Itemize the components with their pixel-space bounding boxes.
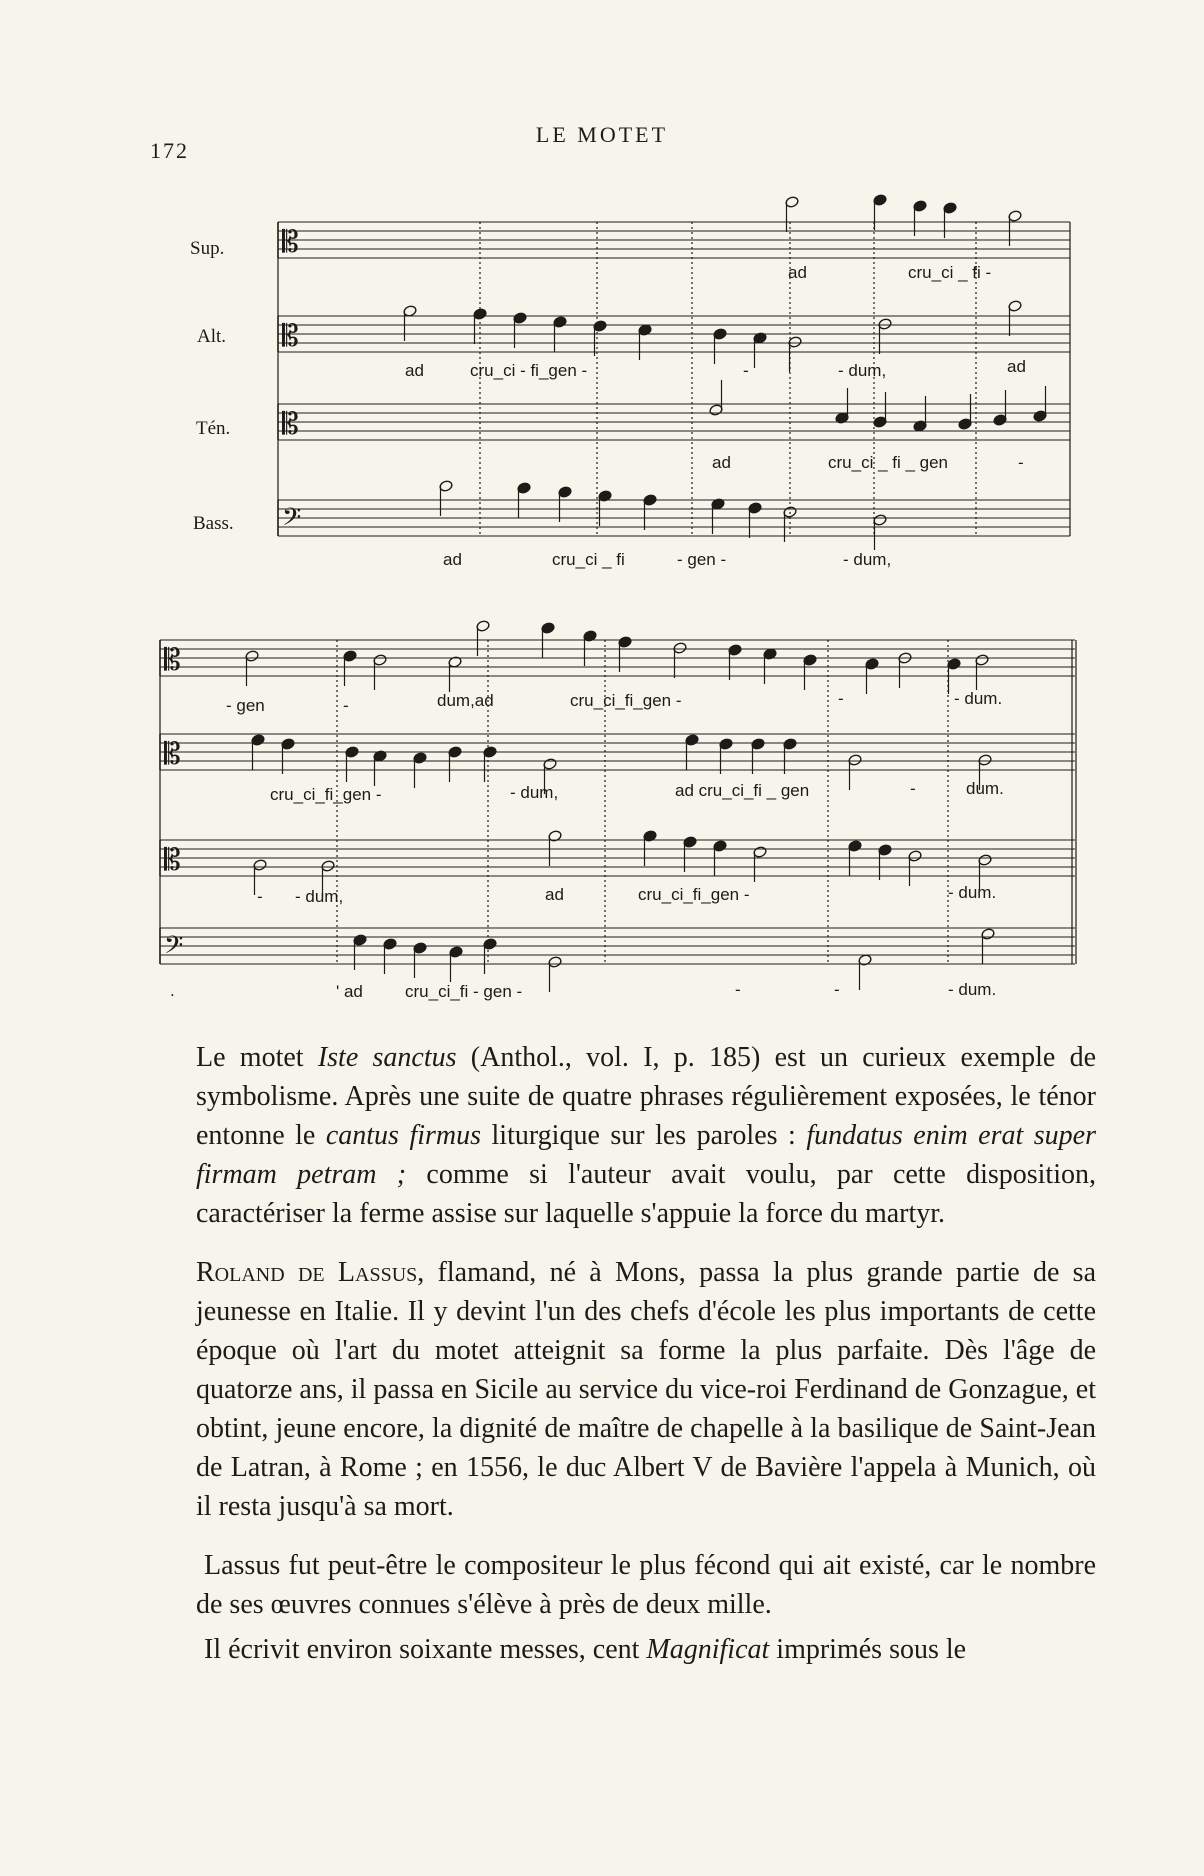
lyric: cru_ci_fi_gen - [638, 885, 750, 904]
lyric: - dum, [843, 550, 892, 569]
lyric: cru_ci_fi_gen - [270, 785, 382, 804]
lyric: - gen [226, 696, 265, 715]
voice-label-bass: Bass. [193, 513, 234, 534]
lyric: ad cru_ci_fi _ gen [675, 781, 810, 800]
lyric: - [838, 689, 844, 708]
lyric: cru_ci _ fi - [908, 263, 992, 282]
paragraph-4: Il écrivit environ soixante messes, cent Magnificat imprimés sous le [204, 1634, 967, 1665]
clef-icon: 𝄢 [282, 503, 302, 538]
lyric: - [834, 980, 840, 999]
lyric: . [170, 981, 175, 1000]
lyric: cru_ci - fi_gen - [470, 361, 588, 380]
clef-icon: 𝄡 [164, 843, 181, 878]
paragraph-2: Roland de Lassus, flamand, né à Mons, passa la plus grande partie de sa jeunesse en Italie. Il y devint l'un des chefs d'école les plus importants de cette époque où l'art du motet atteignit sa forme la plus parfaite. Dès l'âge de quatorze ans, il passa en Sicile au service du vice-roi Ferdinand de Gonzague, et obtint, jeune encore, la dignité de maître de chapelle à la basilique de Saint-Jean de Latran, à Rome ; en 1556, le duc Albert V de Bavière l'appela à Munich, où il resta jusqu'à sa mort. [196, 1257, 1097, 1522]
lyric: - dum. [948, 980, 997, 999]
lyric: - [910, 779, 916, 798]
lyric: - dum. [954, 689, 1003, 708]
lyric: - [735, 980, 741, 999]
clef-icon: 𝄡 [282, 319, 299, 354]
clef-icon: 𝄡 [282, 225, 299, 260]
body-text [196, 1038, 1096, 1669]
running-title: LE MOTET [535, 122, 669, 147]
clef-icon: 𝄡 [164, 643, 181, 678]
clef-icon: 𝄢 [164, 931, 184, 966]
lyric: - [743, 361, 749, 380]
lyric: dum,ad [437, 691, 494, 710]
page-number: 172 [150, 138, 189, 163]
lyric: - dum, [838, 361, 887, 380]
notes [245, 194, 1047, 992]
composer-name: Roland de Lassus [196, 1257, 418, 1288]
lyric: - dum. [948, 883, 997, 902]
lyric: ad [443, 550, 462, 569]
lyric: ad [712, 453, 731, 472]
lyric: - dum, [295, 887, 344, 906]
voice-label-sup: Sup. [190, 238, 225, 259]
lyric: ad [545, 885, 564, 904]
lyric: ad [1007, 357, 1026, 376]
lyric: cru_ci _ fi _ gen [828, 453, 949, 472]
staff-lines [160, 222, 1076, 966]
clef-icon: 𝄡 [164, 737, 181, 772]
lyric: - dum, [510, 783, 559, 802]
lyric: cru_ci_fi - gen - [405, 982, 523, 1001]
lyric: cru_ci _ fi [552, 550, 625, 569]
lyric: dum. [966, 779, 1004, 798]
lyric: ' ad [336, 982, 363, 1001]
lyric: - [1018, 453, 1024, 472]
paragraph-1: Le motet Iste sanctus (Anthol., vol. I, p. 185) est un curieux exemple de symbolisme. Après une suite de quatre phrases régulièrement exposées, le ténor entonne le cantus firmus liturgique sur les paroles : fundatus enim erat super firmam petram ; comme si l'auteur avait voulu, par cette disposition, caractériser la ferme assise sur laquelle s'appuie la force du martyr. [196, 1042, 1097, 1229]
lyric: - [257, 887, 263, 906]
lyric: ad [788, 263, 807, 282]
clef-icon: 𝄡 [282, 407, 299, 442]
paragraph-3: Lassus fut peut-être le compositeur le plus fécond qui ait existé, car le nombre de ses œuvres connues s'élève à près de deux mille. [196, 1550, 1096, 1620]
lyric: ad [405, 361, 424, 380]
voice-label-alt: Alt. [197, 326, 227, 347]
lyric: - gen - [677, 550, 727, 569]
lyric: cru_ci_fi_gen - [570, 691, 682, 710]
voice-label-ten: Tén. [196, 418, 231, 439]
lyric: - [343, 696, 349, 715]
